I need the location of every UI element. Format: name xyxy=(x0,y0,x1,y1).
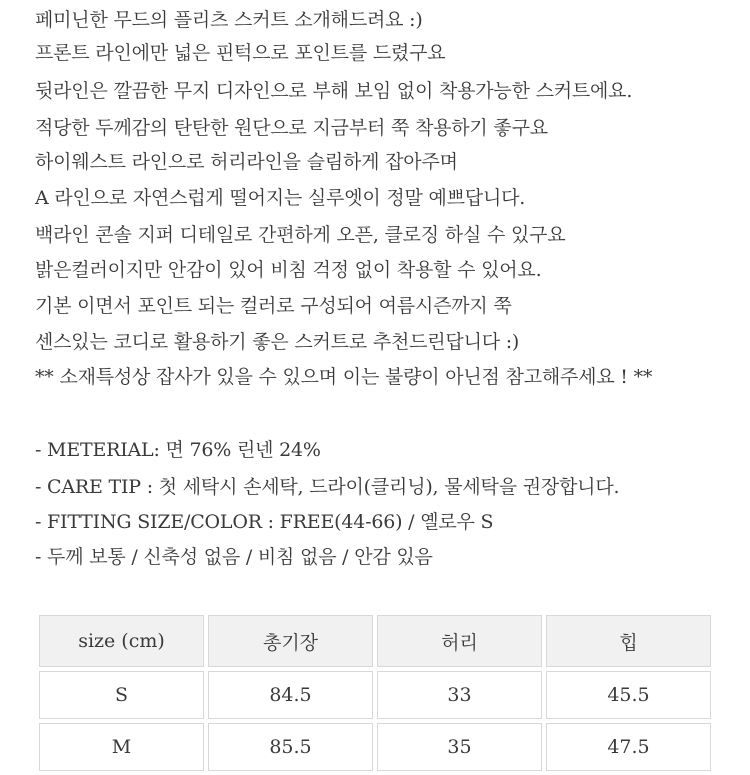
spec-properties: - 두께 보통 / 신축성 없음 / 비침 없음 / 안감 있음 xyxy=(35,546,433,568)
description-line-3: 뒷라인은 깔끔한 무지 디자인으로 부해 보임 없이 착용가능한 스커트에요. xyxy=(35,80,633,102)
description-line-1: 페미닌한 무드의 플리츠 스커트 소개해드려요 :) xyxy=(35,9,423,31)
description-line-8: 밝은컬러이지만 안감이 있어 비침 걱정 없이 착용할 수 있어요. xyxy=(35,259,542,281)
size-table xyxy=(35,611,715,775)
table-row xyxy=(39,671,711,719)
cell-hip: 47.5 xyxy=(546,723,711,771)
cell-waist: 33 xyxy=(377,671,542,719)
cell-size: S xyxy=(39,671,204,719)
table-row xyxy=(39,723,711,771)
size-table-header-row xyxy=(39,615,711,667)
description-line-4: 적당한 두께감의 탄탄한 원단으로 지금부터 쭉 착용하기 좋구요 xyxy=(35,117,548,139)
description-line-5: 하이웨스트 라인으로 허리라인을 슬림하게 잡아주며 xyxy=(35,151,458,173)
cell-size: M xyxy=(39,723,204,771)
description-line-7: 백라인 콘솔 지퍼 디테일로 간편하게 오픈, 클로징 하실 수 있구요 xyxy=(35,224,566,246)
description-line-2: 프론트 라인에만 넓은 핀턱으로 포인트를 드렸구요 xyxy=(35,42,446,64)
spec-material: - METERIAL: 면 76% 린넨 24% xyxy=(35,439,321,461)
header-length: 총기장 xyxy=(208,615,373,667)
header-size: size (cm) xyxy=(39,615,204,667)
cell-length: 85.5 xyxy=(208,723,373,771)
spec-care-tip: - CARE TIP : 첫 세탁시 손세탁, 드라이(클리닝), 물세탁을 권장합니다. xyxy=(35,476,620,498)
description-line-9: 기본 이면서 포인트 되는 컬러로 구성되어 여름시즌까지 쭉 xyxy=(35,295,512,317)
header-waist: 허리 xyxy=(377,615,542,667)
cell-waist: 35 xyxy=(377,723,542,771)
cell-length: 84.5 xyxy=(208,671,373,719)
description-line-6: A 라인으로 자연스럽게 떨어지는 실루엣이 정말 예쁘답니다. xyxy=(35,187,526,209)
notice-line: ** 소재특성상 잡사가 있을 수 있으며 이는 불량이 아닌점 참고해주세요 ! ** xyxy=(35,366,653,388)
header-hip: 힙 xyxy=(546,615,711,667)
spec-fitting: - FITTING SIZE/COLOR : FREE(44-66) / 옐로우 S xyxy=(35,511,494,533)
description-line-10: 센스있는 코디로 활용하기 좋은 스커트로 추천드린답니다 :) xyxy=(35,331,520,353)
cell-hip: 45.5 xyxy=(546,671,711,719)
